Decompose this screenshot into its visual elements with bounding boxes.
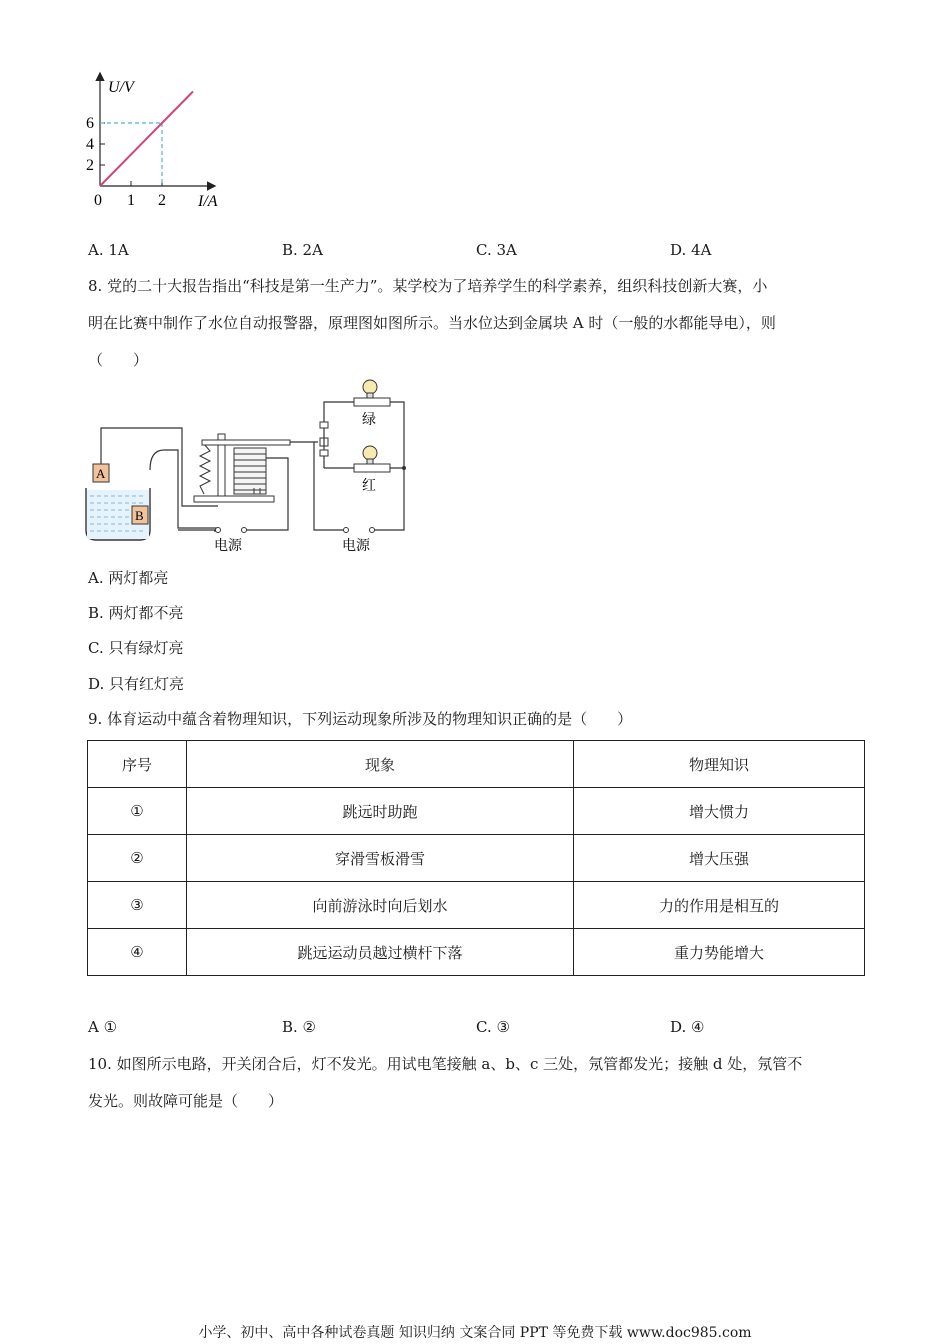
page-footer: 小学、初中、高中各种试卷真题 知识归纳 文案合同 PPT 等免费下载 www.doc985.com: [198, 1325, 752, 1341]
x-tick-label: 2: [158, 192, 166, 209]
y-tick-label: 4: [86, 136, 94, 153]
q9-option-d[interactable]: D. ④: [670, 1018, 705, 1036]
series-line-u-i: [100, 92, 193, 187]
table-row: [88, 835, 865, 882]
y-tick-label: 2: [86, 157, 94, 174]
q8-option-b[interactable]: B. 两灯都不亮: [88, 604, 184, 622]
x-tick-label: 1: [127, 192, 135, 209]
row-knowledge: 力的作用是相互的: [574, 882, 865, 929]
row-knowledge: 重力势能增大: [574, 929, 865, 976]
row-index: ①: [88, 788, 187, 835]
row-phenomenon: 跳远时助跑: [187, 788, 574, 835]
row-knowledge: 增大惯力: [574, 788, 865, 835]
y-axis-label: U/V: [108, 79, 134, 96]
x-axis-label: I/A: [198, 193, 218, 210]
row-index: ②: [88, 835, 187, 882]
q8-stem-line3: （ ）: [88, 351, 149, 369]
table-row: [88, 788, 865, 835]
q7-option-c[interactable]: C. 3A: [476, 241, 517, 259]
q9-option-b[interactable]: B. ②: [282, 1018, 317, 1036]
q9-table: [87, 740, 865, 976]
q9-stem: 9. 体育运动中蕴含着物理知识，下列运动现象所涉及的物理知识正确的是（ ）: [88, 710, 633, 728]
green-lamp-label: 绿: [362, 413, 376, 428]
q7-option-d[interactable]: D. 4A: [670, 241, 712, 259]
q7-option-a[interactable]: A. 1A: [88, 241, 129, 259]
row-knowledge: 增大压强: [574, 835, 865, 882]
block-b-label: B: [135, 508, 144, 523]
power-left-label: 电源: [214, 539, 242, 554]
u-i-graph: [80, 68, 240, 218]
q7-option-b[interactable]: B. 2A: [282, 241, 323, 259]
block-a-label: A: [96, 466, 106, 481]
q9-option-a[interactable]: A ①: [88, 1018, 118, 1036]
q10-stem-line1: 10. 如图所示电路，开关闭合后，灯不发光。用试电笔接触 a、b、c 三处，氖管都发光；接触 d 处，氖管不: [88, 1055, 803, 1073]
header-index: 序号: [88, 741, 187, 788]
row-phenomenon: 跳远运动员越过横杆下落: [187, 929, 574, 976]
row-phenomenon: 穿滑雪板滑雪: [187, 835, 574, 882]
q8-stem-line2: 明在比赛中制作了水位自动报警器，原理图如图所示。当水位达到金属块 A 时（一般的水都能导电），则: [88, 314, 776, 332]
q8-option-d[interactable]: D. 只有红灯亮: [88, 675, 185, 693]
y-tick-label: 6: [86, 115, 94, 132]
x-tick-label: 0: [94, 192, 102, 209]
q8-stem-line1: 8. 党的二十大报告指出“科技是第一生产力”。某学校为了培养学生的科学素养，组织科技创新大赛，小: [88, 277, 768, 295]
power-right-label: 电源: [342, 539, 370, 554]
q9-option-c[interactable]: C. ③: [476, 1018, 510, 1036]
red-lamp: [354, 446, 390, 472]
header-knowledge: 物理知识: [574, 741, 865, 788]
alarm-circuit-diagram: [84, 378, 414, 558]
q10-stem-line2: 发光。则故障可能是（ ）: [88, 1092, 284, 1110]
header-phenomenon: 现象: [187, 741, 574, 788]
row-index: ④: [88, 929, 187, 976]
table-row: [88, 929, 865, 976]
q8-option-a[interactable]: A. 两灯都亮: [88, 569, 169, 587]
row-index: ③: [88, 882, 187, 929]
table-row: [88, 882, 865, 929]
row-phenomenon: 向前游泳时向后划水: [187, 882, 574, 929]
table-header-row: [88, 741, 865, 788]
red-lamp-label: 红: [362, 479, 376, 494]
q8-option-c[interactable]: C. 只有绿灯亮: [88, 639, 184, 657]
green-lamp: [354, 380, 390, 406]
